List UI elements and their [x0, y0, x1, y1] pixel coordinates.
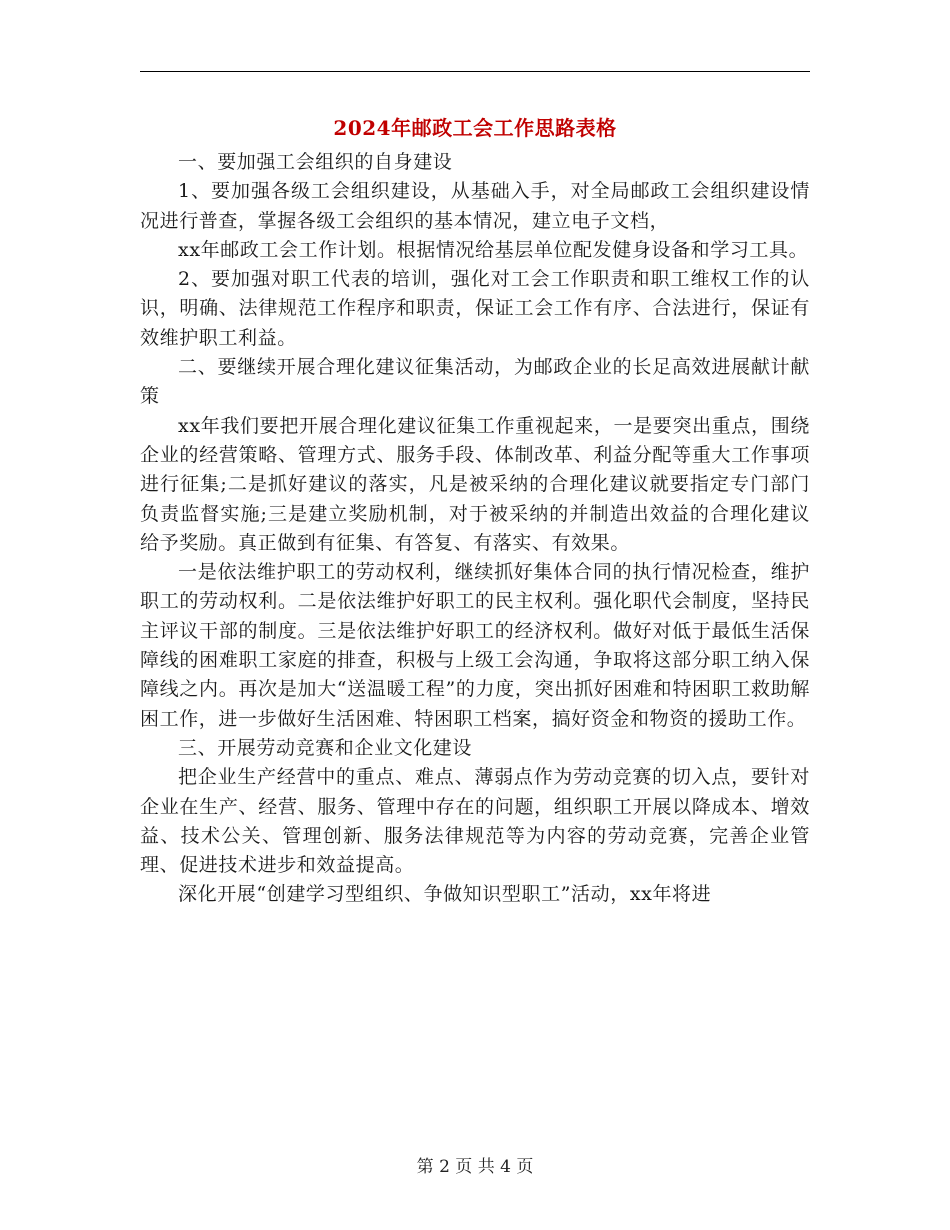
- heading-section-2: 二、要继续开展合理化建议征集活动，为邮政企业的长足高效进展献计献策: [140, 356, 810, 408]
- heading-section-3: 三、开展劳动竞赛和企业文化建设: [178, 736, 473, 759]
- paragraph: xx年邮政工会工作计划。根据情况给基层单位配发健身设备和学习工具。: [178, 238, 809, 261]
- paragraph: 2、要加强对职工代表的培训，强化对工会工作职责和职工维权工作的认识，明确、法律规范工作程序和职责，保证工会工作有序、合法进行，保证有效维护职工利益。: [140, 268, 810, 349]
- paragraph: 1、要加强各级工会组织建设，从基础入手，对全局邮政工会组织建设情况进行普查，掌握各级工会组织的基本情况，建立电子文档，: [140, 180, 810, 232]
- paragraph: 把企业生产经营中的重点、难点、薄弱点作为劳动竞赛的切入点，要针对企业在生产、经营、服务、管理中存在的问题，组织职工开展以降成本、增效益、技术公关、管理创新、服务法律规范等为内容的劳动竞赛，完善企业管理、促进技术进步和效益提高。: [140, 766, 810, 877]
- document-title: 2024年邮政工会工作思路表格: [333, 116, 617, 140]
- paragraph: xx年我们要把开展合理化建议征集工作重视起来，一是要突出重点，围绕企业的经营策略、管理方式、服务手段、体制改革、利益分配等重大工作事项进行征集;二是抓好建议的落实，凡是被采纳的合理化建议就要指定专门部门负责监督实施;三是建立奖励机制，对于被采纳的并制造出效益的合理化建议给予奖励。真正做到有征集、有答复、有落实、有效果。: [140, 414, 810, 554]
- header-rule: [140, 71, 810, 72]
- page-number-footer: 第 2 页 共 4 页: [416, 1157, 534, 1177]
- paragraph: 一是依法维护职工的劳动权利，继续抓好集体合同的执行情况检查，维护职工的劳动权利。二是依法维护好职工的民主权利。强化职代会制度，坚持民主评议干部的制度。三是依法维护好职工的经济权利。做好对低于最低生活保障线的困难职工家庭的排查，积极与上级工会沟通，争取将这部分职工纳入保障线之内。再次是加大“送温暖工程”的力度，突出抓好困难和特困职工救助解困工作，进一步做好生活困难、特困职工档案，搞好资金和物资的援助工作。: [140, 561, 810, 730]
- document-body: [140, 148, 810, 910]
- heading-section-1: 一、要加强工会组织的自身建设: [178, 151, 453, 173]
- paragraph: 深化开展“创建学习型组织、争做知识型职工”活动，xx年将进: [178, 883, 712, 906]
